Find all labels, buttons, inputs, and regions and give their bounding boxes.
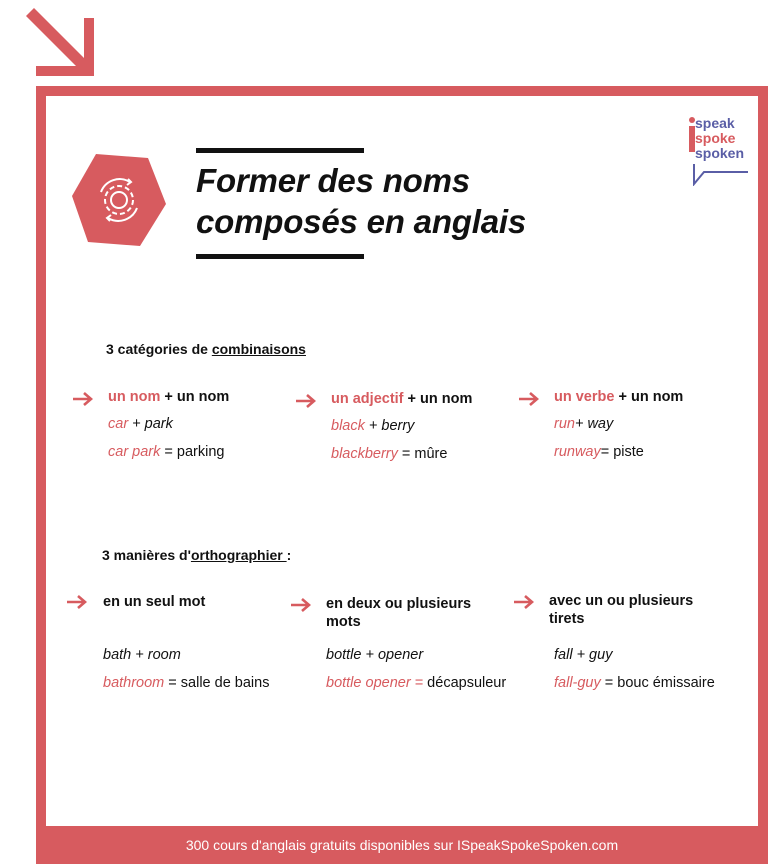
logo-text — [695, 116, 744, 161]
combination-2-head — [331, 391, 472, 407]
combination-1-head — [108, 389, 229, 405]
combination-3-example-2 — [554, 444, 644, 460]
frame-top-border — [36, 86, 768, 96]
combination-2-example-1-red: black — [331, 418, 365, 434]
title-rule-bottom — [196, 254, 364, 259]
spelling-2-example-2-rest: décapsuleur — [423, 675, 507, 691]
spelling-heading-underlined: orthographier — [190, 547, 287, 563]
arrow-right-icon — [513, 594, 535, 610]
logo-word-spoken: spoken — [695, 145, 745, 161]
combinations-heading-prefix: 3 catégories de — [106, 341, 212, 357]
speech-bubble-icon — [692, 164, 748, 186]
spelling-2-example-2 — [326, 675, 506, 691]
combination-3-head-red: un verbe — [554, 389, 615, 405]
spelling-1-head: en un seul mot — [103, 594, 206, 610]
title-rule-top — [196, 148, 364, 153]
combination-1-example-1 — [108, 416, 173, 432]
spelling-3-example-2-red: fall-guy — [554, 675, 601, 691]
corner-arrow-icon — [26, 8, 98, 80]
combination-2-example-2-rest: = mûre — [397, 446, 448, 462]
spelling-1-example-2 — [103, 675, 269, 691]
spelling-3-example-2 — [554, 675, 715, 691]
combination-1-example-2-red: car park — [108, 444, 161, 460]
gear-icon — [70, 152, 168, 248]
combination-3-example-1-red: run — [554, 416, 575, 432]
combinations-heading-underlined: combinaisons — [211, 341, 306, 357]
spelling-heading-prefix: 3 manières d' — [102, 547, 191, 563]
combination-1-example-2 — [108, 444, 224, 460]
spelling-1-example-2-red: bathroom — [103, 675, 165, 691]
arrow-right-icon — [518, 391, 540, 407]
combination-2-example-2 — [331, 446, 447, 462]
spelling-2-example-2-red: bottle opener = — [326, 675, 424, 691]
combination-1-example-1-rest: + park — [128, 416, 173, 432]
combination-3-example-1-rest: + way — [574, 416, 614, 432]
spelling-2-example-1: bottle + opener — [326, 647, 424, 663]
logo-word-spoke: spoke — [695, 130, 736, 146]
arrow-right-icon — [72, 391, 94, 407]
spelling-1-example-2-rest: = salle de bains — [164, 675, 270, 691]
combination-2-example-2-red: blackberry — [331, 446, 398, 462]
footer — [36, 826, 768, 864]
combination-1-head-red: un nom — [108, 389, 161, 405]
spelling-heading — [102, 547, 291, 563]
combination-3-example-2-rest: = piste — [600, 444, 644, 460]
combination-2-example-1-rest: + berry — [364, 418, 415, 434]
combination-1-example-1-red: car — [108, 416, 129, 432]
spelling-3-example-2-rest: = bouc émissaire — [600, 675, 715, 691]
arrow-right-icon — [66, 594, 88, 610]
footer-text: 300 cours d'anglais gratuits disponibles sur ISpeakSpokeSpoken.com — [185, 837, 619, 853]
combination-1-example-2-rest: = parking — [160, 444, 225, 460]
title-line-1: Former des noms — [196, 162, 470, 199]
spelling-heading-suffix: : — [286, 547, 292, 563]
spelling-1-example-1: bath + room — [103, 647, 181, 663]
frame-left-border — [36, 86, 46, 864]
title-line-2: composés en anglais — [196, 203, 526, 240]
combination-3-head-rest: + un nom — [614, 389, 684, 405]
combination-2-head-rest: + un nom — [403, 391, 473, 407]
combination-3-example-1 — [554, 416, 613, 432]
combination-3-example-2-red: runway — [554, 444, 601, 460]
combination-1-head-rest: + un nom — [160, 389, 230, 405]
spelling-2-head: en deux ou plusieurs mots — [326, 596, 472, 630]
page-title — [196, 160, 526, 242]
logo-word-speak: speak — [695, 115, 735, 131]
combinations-heading — [106, 341, 306, 357]
arrow-right-icon — [290, 597, 312, 613]
arrow-right-icon — [295, 393, 317, 409]
frame-right-border — [758, 86, 768, 864]
combination-2-head-red: un adjectif — [331, 391, 404, 407]
spelling-3-head: avec un ou plusieurs tirets — [549, 593, 694, 627]
spelling-3-example-1: fall + guy — [554, 647, 613, 663]
combination-2-example-1 — [331, 418, 414, 434]
combination-3-head — [554, 389, 683, 405]
